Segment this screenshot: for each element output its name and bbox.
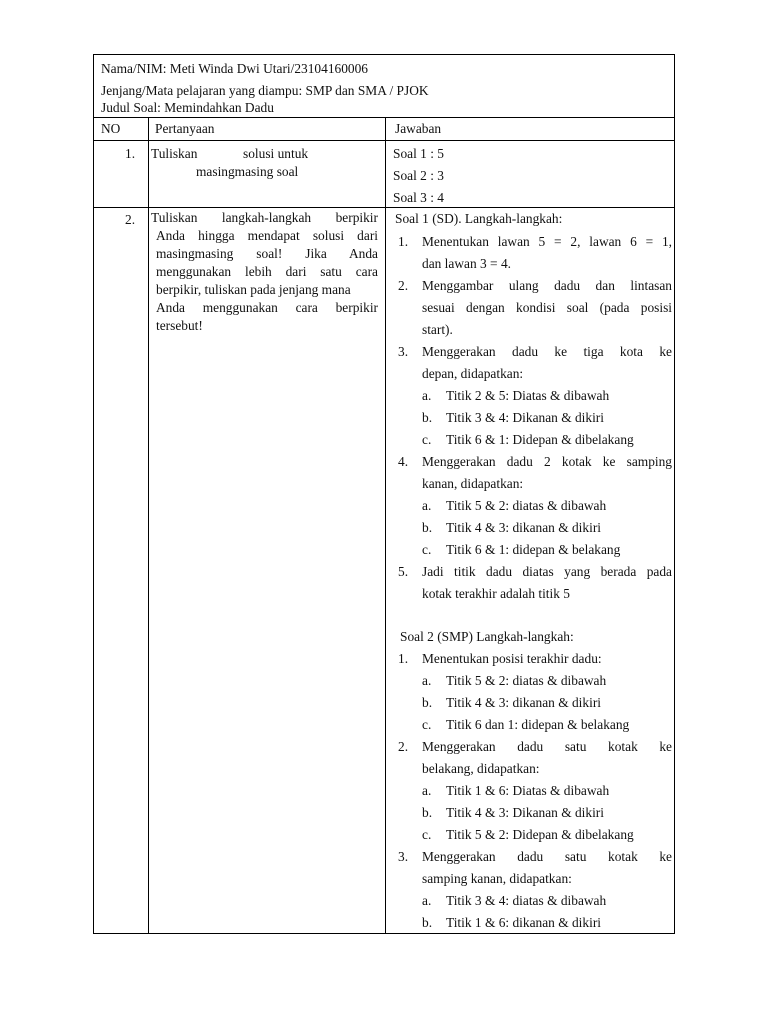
answer-line: Soal 1 : 5: [393, 146, 444, 161]
sub-marker: c.: [422, 432, 432, 447]
row-number: 1.: [125, 146, 136, 161]
sub-item: Titik 4 & 3: dikanan & dikiri: [446, 695, 601, 710]
list-item: Menggerakan dadu ke tiga kota ke: [422, 344, 672, 359]
list-number: 2.: [398, 739, 409, 754]
list-item: Menentukan lawan 5 = 2, lawan 6 = 1,: [422, 234, 672, 249]
sub-marker: b.: [422, 805, 433, 820]
list-item: Menggerakan dadu 2 kotak ke samping: [422, 454, 672, 469]
col-header-jawaban: Jawaban: [395, 121, 442, 136]
question-text: Anda hingga mendapat solusi dari: [156, 228, 378, 243]
sub-item: Titik 1 & 6: Diatas & dibawah: [446, 783, 610, 798]
answer-line: Soal 3 : 4: [393, 190, 444, 205]
list-number: 5.: [398, 564, 409, 579]
section-title: Soal 2 (SMP) Langkah-langkah:: [400, 629, 574, 644]
sub-marker: a.: [422, 673, 432, 688]
list-item: Menentukan posisi terakhir dadu:: [422, 651, 602, 666]
answer-line: Soal 2 : 3: [393, 168, 444, 183]
subject-info: Jenjang/Mata pelajaran yang diampu: SMP dan SMA / PJOK: [101, 83, 429, 98]
list-item: Jadi titik dadu diatas yang berada pada: [422, 564, 672, 579]
question-text: Tuliskan langkah-langkah berpikir: [151, 210, 378, 225]
list-number: 2.: [398, 278, 409, 293]
sub-item: Titik 4 & 3: Dikanan & dikiri: [446, 805, 604, 820]
list-number: 3.: [398, 849, 409, 864]
sub-marker: c.: [422, 717, 432, 732]
sub-marker: a.: [422, 388, 432, 403]
sub-item: Titik 2 & 5: Diatas & dibawah: [446, 388, 610, 403]
row-divider: [94, 207, 674, 208]
list-item: sesuai dengan kondisi soal (pada posisi: [422, 300, 672, 315]
column-divider: [385, 117, 386, 933]
sub-marker: c.: [422, 542, 432, 557]
column-divider: [148, 117, 149, 933]
sub-item: Titik 4 & 3: dikanan & dikiri: [446, 520, 601, 535]
problem-title: Judul Soal: Memindahkan Dadu: [101, 100, 274, 115]
sub-marker: c.: [422, 827, 432, 842]
list-number: 4.: [398, 454, 409, 469]
list-item: Menggerakan dadu satu kotak ke: [422, 739, 672, 754]
list-item: Menggambar ulang dadu dan lintasan: [422, 278, 672, 293]
sub-marker: a.: [422, 498, 432, 513]
sub-marker: b.: [422, 915, 433, 930]
sub-item: Titik 1 & 6: dikanan & dikiri: [446, 915, 601, 930]
question-text: Tuliskan: [151, 146, 198, 161]
student-name: Nama/NIM: Meti Winda Dwi Utari/23104160006: [101, 61, 368, 76]
column-header-divider: [94, 140, 674, 141]
list-number: 3.: [398, 344, 409, 359]
list-item: depan, didapatkan:: [422, 366, 524, 381]
list-number: 1.: [398, 651, 409, 666]
col-header-pertanyaan: Pertanyaan: [155, 121, 215, 136]
sub-marker: b.: [422, 410, 433, 425]
row-number: 2.: [125, 212, 136, 227]
question-text: masingmasing soal! Jika Anda: [156, 246, 378, 261]
col-header-no: NO: [101, 121, 121, 136]
question-text: solusi untuk: [243, 146, 309, 161]
sub-marker: b.: [422, 520, 433, 535]
question-text: menggunakan lebih dari satu cara: [156, 264, 378, 279]
question-text: tersebut!: [156, 318, 203, 333]
sub-item: Titik 5 & 2: diatas & dibawah: [446, 498, 607, 513]
list-item: start).: [422, 322, 453, 337]
question-text: berpikir, tuliskan pada jenjang mana: [156, 282, 351, 297]
list-item: kotak terakhir adalah titik 5: [422, 586, 570, 601]
section-title: Soal 1 (SD). Langkah-langkah:: [395, 211, 563, 226]
sub-marker: b.: [422, 695, 433, 710]
list-item: Menggerakan dadu satu kotak ke: [422, 849, 672, 864]
list-number: 1.: [398, 234, 409, 249]
sub-item: Titik 5 & 2: Didepan & dibelakang: [446, 827, 634, 842]
list-item: kanan, didapatkan:: [422, 476, 524, 491]
list-item: samping kanan, didapatkan:: [422, 871, 572, 886]
sub-item: Titik 6 & 1: didepan & belakang: [446, 542, 621, 557]
sub-item: Titik 3 & 4: diatas & dibawah: [446, 893, 607, 908]
sub-item: Titik 6 dan 1: didepan & belakang: [446, 717, 630, 732]
list-item: belakang, didapatkan:: [422, 761, 540, 776]
sub-item: Titik 3 & 4: Dikanan & dikiri: [446, 410, 604, 425]
sub-item: Titik 5 & 2: diatas & dibawah: [446, 673, 607, 688]
sub-item: Titik 6 & 1: Didepan & dibelakang: [446, 432, 634, 447]
sub-marker: a.: [422, 783, 432, 798]
sub-marker: a.: [422, 893, 432, 908]
list-item: dan lawan 3 = 4.: [422, 256, 511, 271]
question-text: masingmasing soal: [196, 164, 299, 179]
answer-table: [93, 54, 675, 934]
question-text: Anda menggunakan cara berpikir: [156, 300, 378, 315]
